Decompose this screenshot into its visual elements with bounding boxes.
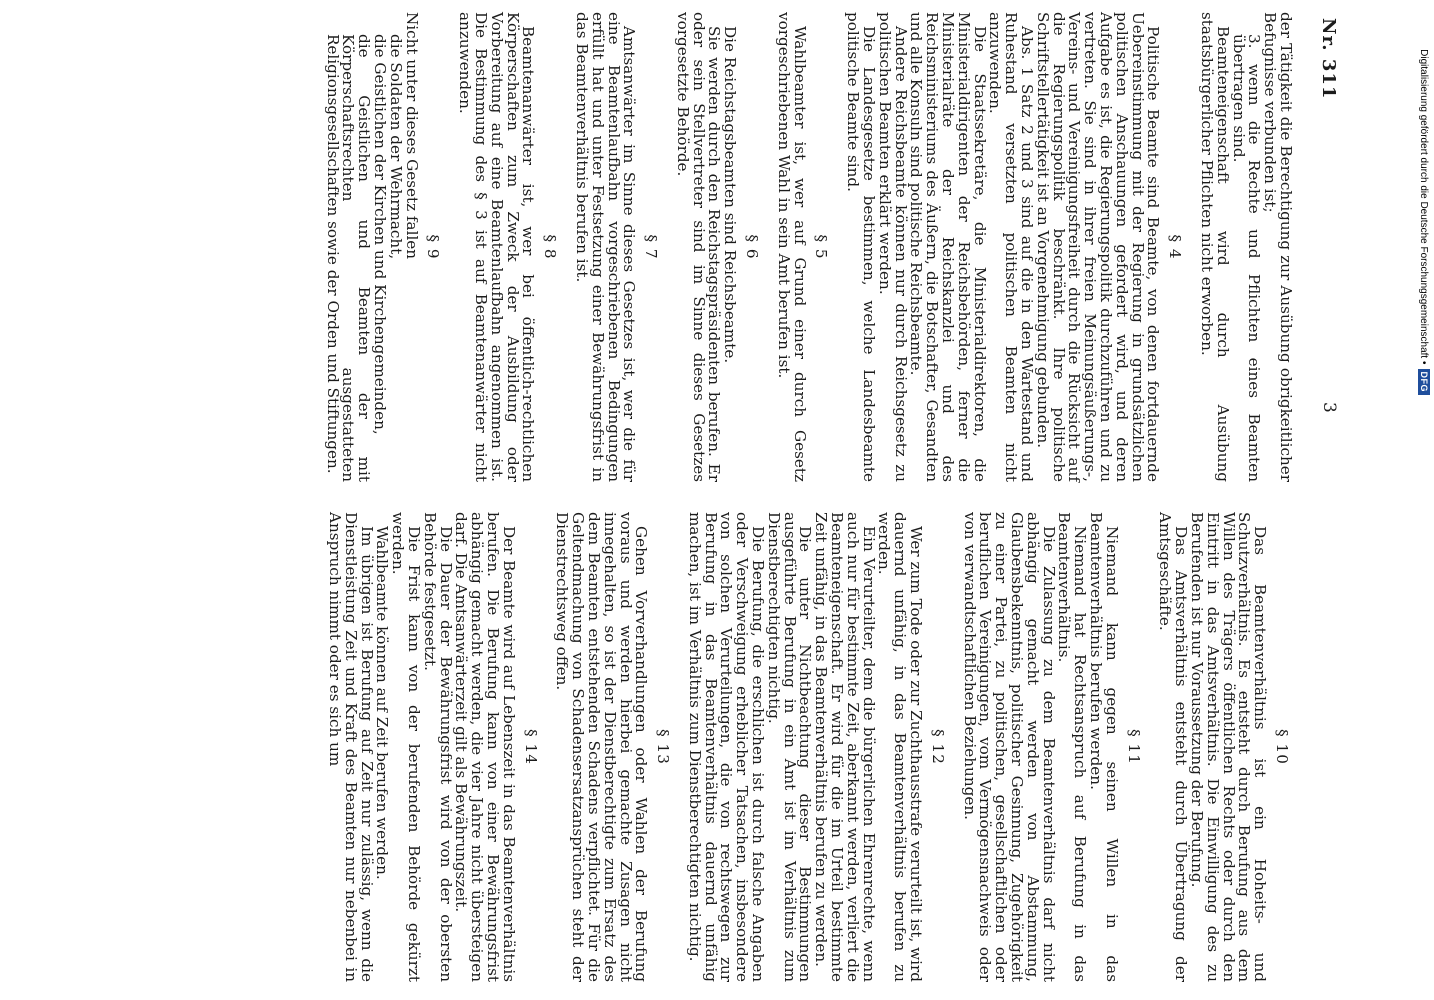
section-8 [456, 12, 560, 482]
intro-line: der Tätigkeit die Berechtigung zur Ausübung obrigkeitlicher Befugnisse verbunden ist; [1261, 12, 1295, 482]
document-number: Nr. 311 [1318, 18, 1339, 100]
section-11 [961, 512, 1141, 982]
paragraph: Die Frist kann von der berufenden Behörde gekürzt werden. [389, 512, 423, 982]
paragraph: Die Zulassung zu dem Beamtenverhältnis darf nicht abhängig gemacht werden von Abstammung, Glaubensbekenntnis, politischer Gesinnung, Zugehörigkeit zu einer Partei, zu politischen, gesellschaftlichen oder beruflichen Vereinigungen, vom Vermögensnachweis oder von verwandtschaftlichen Beziehungen. [960, 512, 1058, 982]
paragraph: Niemand kann gegen seinen Willen in das Beamtenverhältnis berufen werden. [1087, 512, 1121, 982]
paragraph: Niemand hat Rechtsanspruch auf Berufung in das Beamtenverhältnis. [1055, 512, 1090, 982]
section-heading: § 10 [1273, 729, 1291, 765]
credit-line [1414, 10, 1434, 395]
section-9 [324, 12, 441, 482]
paragraph: Im übrigen ist Berufung auf Zeit nur zulässig, wenn die Dienstleistung Zeit und Kraft des Beamten nur nebenbei in Anspruch nimmt oder es sich um [325, 512, 376, 982]
paragraph: Beamtenanwärter ist, wer bei öffentlich-rechtlichen Körperschaften zum Zweck der Ausbildung oder Vorbereitung auf eine Beamtenlaufbahn angenommen ist. Die Bestimmung des § 3 ist auf Beamtenanwärter nicht anzuwenden. [456, 12, 538, 482]
left-column [93, 12, 1293, 482]
section-heading: § 8 [541, 234, 560, 260]
section-5 [774, 12, 831, 482]
paragraph: Die Berufung, die erschlichen ist durch falsche Angaben oder Verschweigung erheblicher Tatsachen, insbesondere von solchen Verurteilungen, die von rechtswegen zur Berufung in das Beamtenverhältnis dauernd unfähig machen, ist im Verhältnis zum Dienstberechtigten nichtig. [685, 512, 768, 982]
section-heading: § 14 [521, 729, 540, 765]
paragraph: Gehen Vorverhandlungen oder Wahlen der Berufung voraus und werden hierbei gemachte Zusagen nicht innegehalten, so ist der Dienstberechtigte zum Ersatz des dem Beamten entstehenden Schadens verpflichtet. Für die Geltendmachung von Schadensersatzansprüchen steht der Dienstrechtsweg offen. [553, 512, 651, 982]
paragraph: Die Dauer der Bewährungsfrist wird von der obersten Behörde festgesetzt. [420, 512, 455, 982]
credit-text: Digitalisierung gefördert durch die Deutsche Forschungsgemeinschaft • [1418, 49, 1430, 365]
paragraph: Abs. 1 Satz 2 und 3 sind auf die in den Wartestand und Ruhestand versetzten politischen Beamten nicht anzuwenden. [986, 12, 1037, 482]
section-heading: § 6 [743, 234, 762, 260]
paragraph: Das Beamtenverhältnis ist ein Hoheits- und Schutzverhältnis. Es entsteht durch Berufung aus dem Willen des Trägers öffentlichen Rechts oder durch den Eintritt in das Amtsverhältnis. Die Einwilligung des zu Berufenden ist nur Voraussetzung der Berufung. [1188, 512, 1270, 982]
paragraph: Amtsanwärter im Sinne dieses Gesetzes ist, wer die für eine Beamtenlaufbahn vorgeschriebenen Bedingungen erfüllt hat und unter Festsetzung einer Bewährungsfrist in das Beamtenverhältnis berufen ist. [572, 12, 639, 482]
paragraph: Die Reichstagsbeamten sind Reichsbeamte. [721, 26, 740, 364]
dfg-logo-icon: DFG [1418, 369, 1430, 396]
paragraph: Sie werden durch den Reichstagspräsidenten berufen. Er oder sein Stellvertreter sind im Sinne dieses Gesetzes vorgesetzte Behörde. [673, 12, 724, 482]
section-10 [1157, 512, 1289, 982]
list-item: die Geistlichen der Kirchen und Kirchengemeinden, [370, 34, 389, 435]
digitization-credit [1414, 10, 1434, 395]
page-header [1312, 12, 1338, 992]
paragraph: Wer zum Tode oder zur Zuchthausstrafe verurteilt ist, wird dauernd unfähig, in das Beamtenverhältnis berufen zu werden. [875, 512, 926, 982]
paragraph: Wahlbeamter ist, wer auf Grund einer durch Gesetz vorgeschriebenen Wahl in sein Amt berufen ist. [774, 12, 809, 482]
section-7 [572, 12, 661, 482]
section-heading: § 9 [424, 234, 443, 260]
section-heading: § 7 [642, 234, 661, 260]
section-14 [325, 512, 540, 982]
list-item: die Geistlichen und Beamten der mit Körperschaftsrechten ausgestatteten Religionsgesellschaften sowie der Orden und Stiftungen. [323, 34, 374, 482]
section-13 [554, 512, 671, 982]
section-4 [844, 12, 1185, 482]
paragraph: Andere Reichsbeamte können nur durch Reichsgesetz zu politischen Beamten erklärt werden. [875, 12, 910, 482]
paragraph: Politische Beamte sind Beamte, von denen fortdauernde Uebereinstimmung mit der Regierung in grundsätzlichen politischen Anschauungen gefordert wird, und deren Aufgabe es ist, die Regierungspolitik durchzuführen und zu vertreten. Sie sind in ihrer freien Meinungsäußerungs-, Vereins- und Vereinigungsfreiheit durch die Rücksicht auf die Regierungspolitik beschränkt. Ihre politische Schriftstellertätigkeit ist an Vorgenehmigung gebunden. [1033, 12, 1163, 482]
paragraph: Das Amtsverhältnis entsteht durch Übertragung der Amtsgeschäfte. [1156, 512, 1191, 982]
intro-block [1198, 12, 1293, 482]
section-6 [673, 12, 762, 482]
paragraph: Die unter Nichtbeachtung dieser Bestimmungen ausgeführte Berufung in ein Amt ist im Verhältnis zum Dienstberechtigten nichtig. [764, 512, 815, 982]
rotated-document-page [88, 12, 1338, 992]
paragraph: Die Staatssekretäre, die Ministerialdirektoren, die Ministerialdirigenten der Reichsbehörden, ferner die Ministerialräte der Reichskanzlei und des Reichsministeriums des Äußern, die Botschafter, Gesandten und alle Konsuln sind politische Reichsbeamte. [907, 12, 989, 482]
paragraph: Wahlbeamte können auf Zeit berufen werden. [373, 526, 392, 880]
paragraph: Nicht unter dieses Gesetz fallen [402, 12, 421, 260]
page-number: 3 [1319, 402, 1339, 413]
paragraph: Ein Verurteilter, dem die bürgerlichen Ehrenrechte, wenn auch nur für bestimmte Zeit, aberkannt werden, verliert die Beamteneigenschaft. Er wird für die im Urteil bestimmte Zeit unfähig, in das Beamtenverhältnis berufen zu werden. [812, 512, 878, 982]
section-heading: § 12 [928, 729, 947, 765]
section-heading: § 4 [1166, 234, 1185, 260]
section-12 [686, 512, 945, 982]
right-column [93, 512, 1293, 982]
paragraph: Der Beamte wird auf Lebenszeit in das Beamtenverhältnis berufen. Die Berufung kann von einer Bewährungsfrist abhängig gemacht werden, die vier Jahre nicht übersteigen darf. Die Amtsanwärterzeit gilt als Bewährungszeit. [452, 512, 518, 982]
section-heading: § 5 [812, 234, 831, 260]
intro-paragraph: Beamteneigenschaft wird durch Ausübung staatsbürgerlicher Pflichten nicht erworben. [1198, 12, 1232, 482]
section-heading: § 11 [1124, 729, 1143, 765]
section-heading: § 13 [654, 729, 673, 765]
list-item: die Soldaten der Wehrmacht, [386, 34, 405, 260]
paragraph: Die Landesgesetze bestimmen, welche Landesbeamte politische Beamte sind. [844, 12, 879, 482]
intro-item: 3. wenn die Rechte und Pflichten eines Beamten übertragen sind. [1229, 34, 1264, 482]
